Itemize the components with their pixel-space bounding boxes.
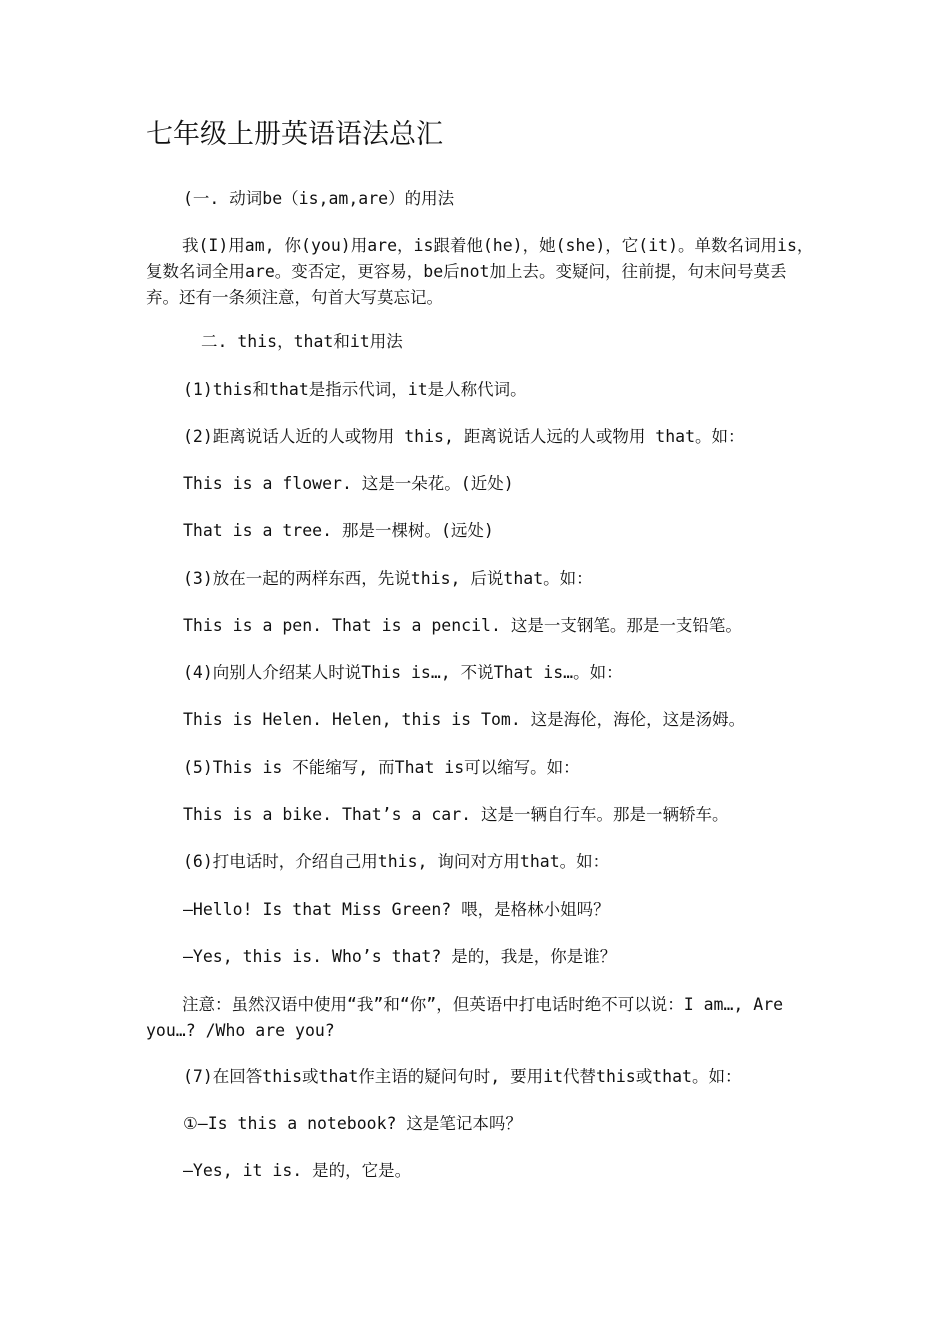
example-phone-question: —Hello! Is that Miss Green? 喂，是格林小姐吗？ [183,900,610,919]
example-phone-answer: —Yes, this is. Who’s that? 是的，我是，你是谁？ [183,947,617,966]
example-tree: That is a tree. 那是一棵树。(远处) [183,521,494,540]
rule-7: (7)在回答this或that作主语的疑问句时, 要用it代替this或that。如： [183,1067,742,1086]
example-notebook-answer: —Yes, it is. 是的，它是。 [183,1161,412,1180]
section-heading-be: (一. 动词be（is,am,are）的用法 [183,189,455,208]
rule-3: (3)放在一起的两样东西，先说this, 后说that。如： [183,569,593,588]
note-paragraph: 注意：虽然汉语中使用“我”和“你”，但英语中打电话时绝不可以说：I am…, Are you…? /Who are you? [146,995,784,1040]
page-title: 七年级上册英语语法总汇 [146,119,443,150]
example-helen-tom: This is Helen. Helen, this is Tom. 这是海伦，海伦，这是汤姆。 [183,710,746,729]
section-heading-this-that: 二. this，that和it用法 [201,332,403,351]
rule-1: (1)this和that是指示代词，it是人称代词。 [183,380,527,399]
rule-4: (4)向别人介绍某人时说This is…, 不说That is…。如： [183,663,623,682]
example-flower: This is a flower. 这是一朵花。(近处) [183,474,514,493]
example-bike-car: This is a bike. That’s a car. 这是一辆自行车。那是一辆轿车。 [183,805,729,824]
rule-5: (5)This is 不能缩写, 而That is可以缩写。如： [183,758,580,777]
example-notebook-question: ①—Is this a notebook? 这是笔记本吗？ [183,1114,522,1133]
example-pen-pencil: This is a pen. That is a pencil. 这是一支钢笔。那是一支铅笔。 [183,616,742,635]
rule-2: (2)距离说话人近的人或物用 this, 距离说话人远的人或物用 that。如： [183,427,745,446]
rule-6: (6)打电话时，介绍自己用this, 询问对方用that。如： [183,852,610,871]
paragraph-be-rules: 我(I)用am, 你(you)用are，is跟着他(he)，她(she)，它(it)。单数名词用is，复数名词全用are。变否定，更容易，be后not加上去。变疑问，往前提，句末问号莫丢弃。还有一条须注意，句首大写莫忘记。 [146,236,814,307]
